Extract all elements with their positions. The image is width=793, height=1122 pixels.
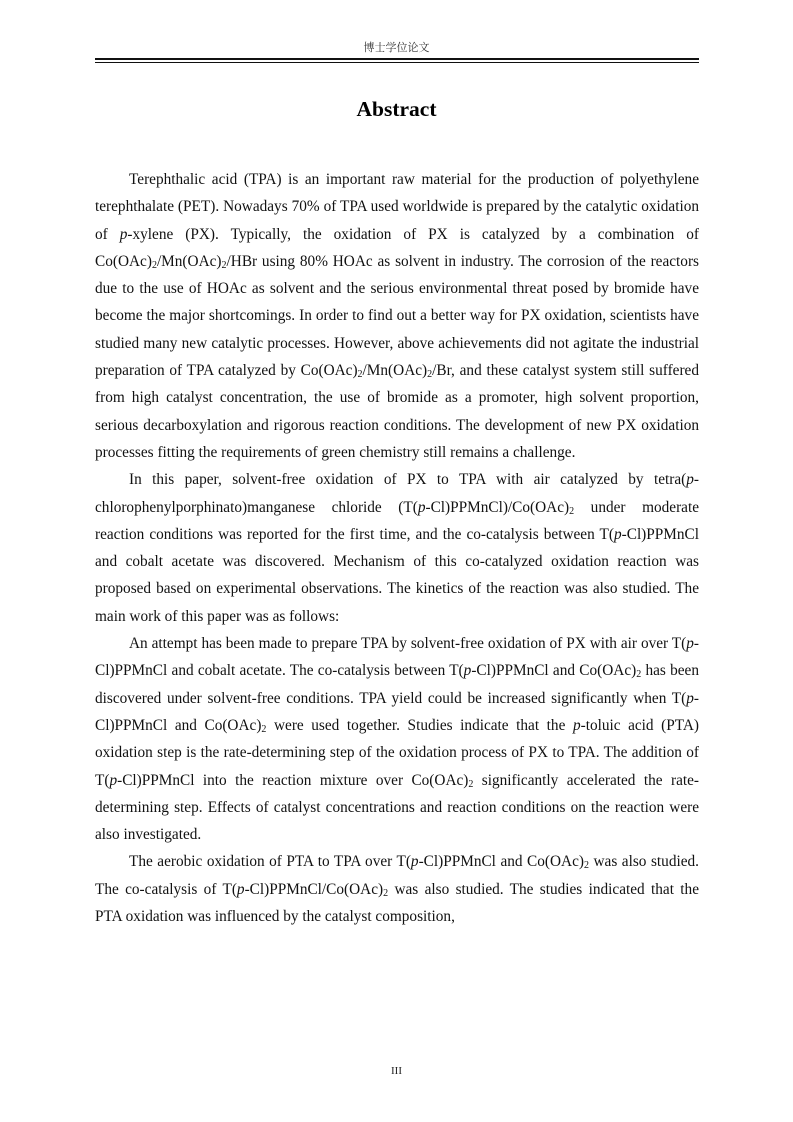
subscript: 2 [383,887,389,899]
header-rule-thin [95,62,699,63]
text-run: were used together. Studies indicate that the [266,716,573,734]
subscript: 2 [357,369,363,381]
italic-run: p [463,662,472,680]
header-rule-thick [95,58,699,60]
text-run: significantly accelerated the rate-determining step. Effects of catalyst concentrations and reaction conditions on the reaction were also investigated. [95,771,699,844]
text-run: -toluic acid (PTA) oxidation step is the rate-determining step of the oxidation process of PX to TPA. The addition of T( [95,716,700,789]
text-run: was also studied. The co-catalysis of T( [95,853,699,898]
text-run: -chlorophenylporphinato)manganese chloride (T( [95,471,699,516]
paragraph-3 [95,630,699,848]
subscript: 2 [427,369,433,381]
text-run: -Cl)PPMnCl and cobalt acetate. The co-catalysis between T( [95,635,699,680]
subscript: 2 [221,259,227,271]
text-run: under moderate reaction conditions was reported for the first time, and the co-catalysis between T( [95,498,699,543]
text-run: -Cl)PPMnCl)/Co(OAc) [425,498,570,516]
italic-run: p [417,498,426,516]
text-run: The aerobic oxidation of PTA to TPA over T( [129,853,411,871]
page-number: III [391,1065,402,1077]
text-run: Terephthalic acid (TPA) is an important raw material for the production of polyethylene terephthalate (PET). Nowadays 70% of TPA used worldwide is prepared by the catalytic oxidation of [95,171,699,243]
text-run: /Mn(OAc) [156,252,222,270]
subscript: 2 [261,723,267,735]
text-run: -Cl)PPMnCl and Co(OAc) [471,662,637,680]
text-run: /Br, and these catalyst system still suffered from high catalyst concentration, the use of bromide as a promoter, high solvent proportion, serious decarboxylation and rigorous reaction conditions. The development of new PX oxidation processes fitting the requirements of green chemistry still remains a challenge. [95,362,699,461]
text-run: In this paper, solvent-free oxidation of PX to TPA with air catalyzed by tetra( [129,471,687,489]
text-run: /Mn(OAc) [362,362,428,380]
text-run: was also studied. The studies indicated that the PTA oxidation was influenced by the catalyst composition, [95,880,699,926]
italic-run: p [109,771,118,789]
italic-run: p [686,635,694,653]
text-run: -Cl)PPMnCl/Co(OAc) [244,880,384,898]
text-run: -Cl)PPMnCl and Co(OAc) [95,689,699,734]
paragraph-1 [95,166,699,466]
text-run: -Cl)PPMnCl and cobalt acetate was discovered. Mechanism of this co-catalyzed oxidation reaction was proposed based on experimental observations. The kinetics of the reaction was also studied. The main work of this paper was as follows: [95,525,699,625]
italic-run: p [119,225,128,243]
text-run: An attempt has been made to prepare TPA by solvent-free oxidation of PX with air over T( [129,635,687,653]
italic-run: p [236,880,245,898]
italic-run: p [572,716,581,734]
text-run: -Cl)PPMnCl and Co(OAc) [418,853,584,871]
subscript: 2 [583,860,589,872]
text-run: /HBr using 80% HOAc as solvent in industry. The corrosion of the reactors due to the use of HOAc as solvent and the serious environmental threat posed by bromide have become the major shortcomings. In order to find out a better way for PX oxidation, scientists have studied many new catalytic processes. However, above achievements did not agitate the industrial preparation of TPA catalyzed by Co(OAc) [95,252,699,380]
paragraph-2 [95,466,699,630]
italic-run: p [686,471,694,489]
subscript: 2 [569,505,575,517]
abstract-body [95,166,699,930]
abstract-title: Abstract [356,97,437,121]
italic-run: p [410,853,419,871]
italic-run: p [613,525,622,543]
subscript: 2 [468,778,474,790]
text-run: -xylene (PX). Typically, the oxidation of PX is catalyzed by a combination of Co(OAc) [95,225,699,270]
text-run: has been discovered under solvent-free conditions. TPA yield could be increased significantly when T( [95,662,699,707]
running-header: 博士学位论文 [363,41,430,54]
subscript: 2 [636,669,642,681]
paragraph-4 [95,848,699,930]
italic-run: p [686,689,694,707]
text-run: -Cl)PPMnCl into the reaction mixture over Co(OAc) [117,771,469,789]
subscript: 2 [151,259,157,271]
